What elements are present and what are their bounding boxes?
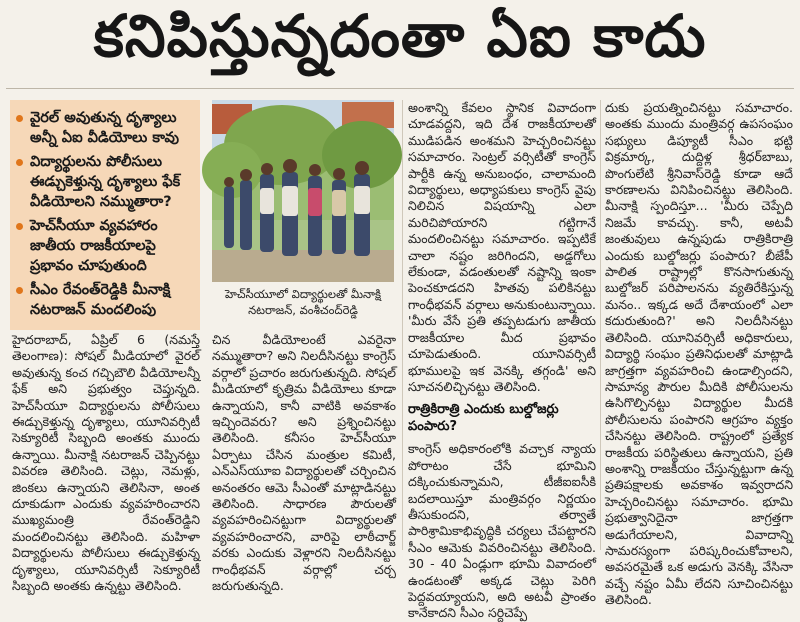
photo-illustration — [212, 100, 394, 282]
article-column-3 — [408, 100, 596, 621]
column-3a-text: అంశాన్ని కేవలం స్థానిక వివాదంగా చూడవద్దని, ఇది దేశ రాజకీయాలతో ముడిపడిన అంశమని హెచ్చరించినట్టు సమాచారం. సెంట్రల్ వర్సిటీతో కాంగ్రెస్ పార్టీకి ఉన్న అనుబంధం, చాలామంది విద్యార్థులు, అధ్యాపకులు కాంగ్రెస్ వైపు నిలిచిన విషయాన్ని ఎలా మరిచిపోయారని గట్టిగానే మందలించినట్టు సమాచారం. ఇప్పటికే చాలా నష్టం జరిగిందని, అడ్డగోలు లేకుండా, వడంతులతో నష్టాన్ని ఇంకా పెంచకూడదని హితవు పలికినట్టు గాంధీభవన్ వర్గాలు అనుకుంటున్నాయి. 'మీరు వేసే ప్రతి తప్పటడుగు జాతీయ రాజకీయాల మీద ప్రభావం చూపెడుతుంది. యూనివర్సిటీ భూములపై ఇక వెనక్కి తగ్గండి' అని సూచనలిచ్చినట్టు తెలిసింది. — [408, 100, 596, 394]
column-3b-text: కాంగ్రెస్ అధికారంలోకి వచ్చాక న్యాయ పోరాటం చేసే భూమిని దక్కించుకున్నామని, టీజీఐఐసీకి బదలాయిస్తూ మంత్రివర్గం నిర్ణయం తీసుకుందని, తర్వాతే పారిశ్రామికాభివృద్ధికి చర్యలు చేపట్టారని సీఎం ఆమెకు వివరించినట్టు తెలిసింది. 30 - 40 ఏండ్లుగా భూమి వివాదంలో ఉండటంతో అక్కడ చెట్లు పెరిగి పెద్దవయ్యాయని, అది అటవీ ప్రాంతం కానేకాదని సీఎం సర్దిచెప్పే — [408, 441, 596, 621]
bullet-icon — [16, 223, 23, 230]
bullet-icon — [16, 115, 23, 122]
summary-item — [16, 152, 194, 212]
photo-caption: హెచ్‌సీయూలో విద్యార్థులతో మీనాక్షి నటరాజన్, వంశీచంద్‌రెడ్డి — [224, 287, 381, 317]
summary-list — [16, 108, 194, 320]
news-photo — [212, 100, 394, 282]
column-1-text: హైదరాబాద్, ఏప్రిల్ 6 (నమస్తే తెలంగాణ): సోషల్ మీడియాలో వైరల్ అవుతున్న కంచ గచ్చిబౌలి వీడియోలన్నీ ఫేక్ అని ప్రభుత్వం చెప్తున్నది. హెచ్‌సీయూ విద్యార్థులను పోలీసులు ఈడ్చుకెళ్తున్న దృశ్యాలు, యూనివర్సిటీ సెక్యూరిటీ సిబ్బంది అంతకు ముందు ఉన్నాయి. మీనాక్షి నటరాజన్ చెప్పినట్టు వివరణ తెలిసింది. చెట్లు, నెమళ్లు, జింకలు ఉన్నాయని తెలిసినా, అంత దూకుడుగా ఎందుకు వ్యవహరించారని ముఖ్యమంత్రి రేవంత్‌రెడ్డిని మందలించినట్టు తెలిసింది. మహిళా విద్యార్థులను పోలీసులు ఈడ్చుకెళ్తున్న దృశ్యాలు, యూనివర్సిటీ సెక్యూరిటీ సిబ్బంది అంతకు ఉన్నట్టు తెలిసింది. — [12, 332, 200, 594]
subheading: రాత్రికిరాత్రి ఎందుకు బుల్డోజర్లు పంపారు? — [408, 402, 559, 435]
summary-box — [10, 100, 200, 330]
summary-item — [16, 108, 194, 148]
headline-divider — [6, 88, 794, 89]
column-2-text: చిన వీడియోలంటే ఎవరైనా నమ్ముతారా? అని నిలదీసినట్టు కాంగ్రెస్ వర్గాలో ప్రచారం జరుగుతున్నది. సోషల్ మీడియాలో కృత్రిమ వీడియోలు కూడా ఉన్నాయని, కానీ వాటికి అవకాశం ఇచ్చిందెవరు? అని ప్రశ్నించినట్టు తెలిసింది. కనీసం హెచ్‌సీయూ ఏర్పాటు చేసిన మంత్రుల కమిటీ, ఎన్‌ఎస్‌యూఐ విద్యార్థులతో చర్చించిన అనంతరం ఆమె సీఎంతో మాట్లాడినట్టు తెలిసింది. సాధారణ పౌరులతో వ్యవహరించినట్టుగా విద్యార్థులతో వ్యవహరించారని, వారిపై లాఠీచార్జ్ వరకు ఎందుకు వెళ్లారని నిలదీసినట్టు గాంధీభవన్ వర్గాల్లో చర్చ జరుగుతున్నది. — [212, 332, 397, 594]
bullet-icon — [16, 159, 23, 166]
summary-text: హెచ్‌సీయూ వ్యవహారం జాతీయ రాజకీయాలపై ప్రభావం చూపుతుంది — [30, 218, 158, 274]
summary-text: వైరల్ అవుతున్న దృశ్యాలు అన్నీ ఏఐ వీడియోలు కావు — [30, 110, 179, 146]
summary-text: సీఎం రేవంత్‌రెడ్డికి మీనాక్షి నటరాజన్ మందలింపు — [30, 282, 171, 318]
article-column-4 — [605, 100, 793, 608]
article-column-2 — [212, 332, 397, 594]
column-divider — [402, 100, 403, 550]
summary-item — [16, 280, 194, 320]
summary-text: విద్యార్థులను పోలీసులు ఈడ్చుకెళ్తున్న దృశ్యాలు ఫేక్ వీడియోలని నమ్ముతారా? — [30, 154, 181, 210]
column-4-text: దుకు ప్రయత్నించినట్టు సమాచారం. అంతకు ముందు మంత్రివర్గ ఉపసంఘం సభ్యులు డిప్యూటీ సీఎం భట్టి విక్రమార్క, దుద్దిళ్ల శ్రీధర్‌బాబు, పొంగులేటి శ్రీనివాస్‌రెడ్డి కూడా ఆదే కారణాలను వినిపించినట్టు తెలిసింది. మీనాక్షి స్పందిస్తూ... 'మీరు చెప్పేది నిజమే కావచ్చు. కానీ, అటవీ జంతువులు ఉన్నపుడు రాత్రికిరాత్రి ఎందుకు బుల్డోజర్లు పంపారు? బీజేపీ పాలిత రాష్ట్రాల్లో కొనసాగుతున్న బుల్డోజర్ పరిపాలనను వ్యతిరేకిస్తున్న మనం.. ఇక్కడ అదే దేశాయంలో ఎలా కదురుతుంది?' అని నిలదీసినట్టు తెలిసింది. యూనివర్సిటీ అధికారులు, విద్యార్థి సంఘం ప్రతినిధులతో మాట్లాడి జాగ్రత్తగా వ్యవహరించి ఉండాల్సిందని, సామాన్య పౌరుల మీదికి పోలీసులను ఉసిగొల్పినట్టు విద్యార్థుల మీదకి పోలీసులను పంపారని ఆగ్రహం వ్యక్తం చేసినట్టు తెలిసింది. రాష్ట్రంలో ప్రత్యేక రాజకీయ పరిస్థితులు ఉన్నాయని, ప్రతి అంశాన్ని రాజకీయం చేస్తున్నట్టుగా ఉన్న ప్రతిపక్షాలకు అవకాశం ఇవ్వరాదని హెచ్చరించినట్టు సమాచారం. భూమి ప్రభుత్వానిదైనా జాగ్రత్తగా అడుగేయాలని, వివాదాన్ని సామరస్యంగా పరిష్కరించుకోవాలని, అవసరమైతే ఒక అడుగు వెనక్కి వేసినా వచ్చే నష్టం ఏమీ లేదని సూచించినట్టు తెలిసింది. — [605, 100, 793, 608]
summary-item — [16, 216, 194, 276]
headline: కనిపిస్తున్నదంతా ఏఐ కాదు — [93, 1, 707, 70]
bullet-icon — [16, 287, 23, 294]
column-divider — [600, 100, 601, 550]
article-column-1 — [12, 332, 200, 594]
